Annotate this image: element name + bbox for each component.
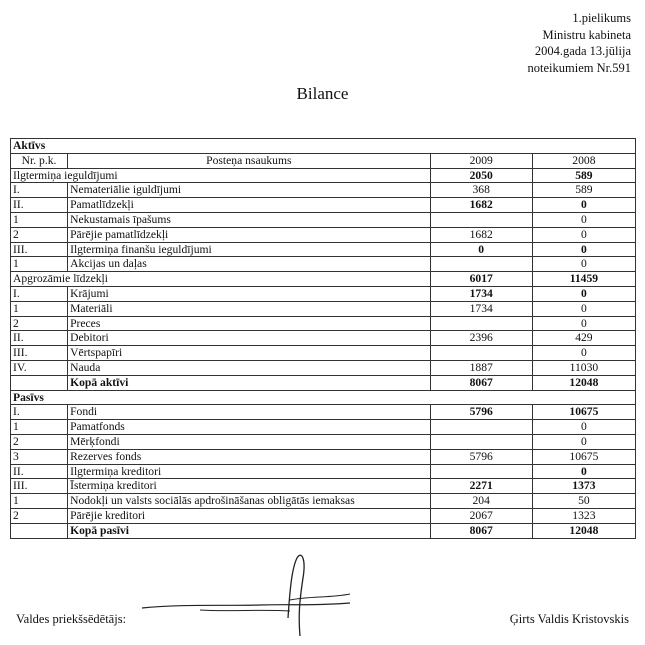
table-row (11, 227, 636, 242)
value-2009: 1734 (430, 286, 532, 301)
row-name: Krājumi (68, 286, 431, 301)
row-number: II. (11, 331, 68, 346)
table-row (11, 360, 636, 375)
value-2008: 0 (532, 286, 635, 301)
table-row (11, 479, 636, 494)
value-2008: 50 (532, 494, 635, 509)
table-row (11, 523, 636, 538)
value-2008: 0 (532, 301, 635, 316)
row-number: 1 (11, 420, 68, 435)
row-name: Akcijas un daļas (68, 257, 431, 272)
value-2008: 1323 (532, 508, 635, 523)
row-name: Ilgtermiņa kreditori (68, 464, 431, 479)
value-2009 (430, 464, 532, 479)
col-header-2009: 2009 (430, 153, 532, 168)
header-line: 2004.gada 13.jūlija (534, 44, 631, 59)
row-name: Pārējie pamatlīdzekļi (68, 227, 431, 242)
value-2009: 2067 (430, 508, 532, 523)
value-2009 (430, 316, 532, 331)
signatory-name: Ģirts Valdis Kristovskis (509, 612, 629, 626)
table-row (11, 242, 636, 257)
value-2009: 1682 (430, 227, 532, 242)
value-2009: 8067 (430, 523, 532, 538)
row-name: Pamatlīdzekļi (68, 198, 431, 213)
value-2009 (430, 434, 532, 449)
row-number: 3 (11, 449, 68, 464)
row-name: Rezerves fonds (68, 449, 431, 464)
signature-image (140, 548, 380, 638)
value-2008: 12048 (532, 375, 635, 390)
row-label: Apgrozāmie līdzekļi (11, 272, 431, 287)
value-2008: 0 (532, 316, 635, 331)
col-header-2008: 2008 (532, 153, 635, 168)
signatory-label: Valdes priekšsēdētājs: (16, 612, 127, 626)
value-2008: 0 (532, 434, 635, 449)
row-number: 1 (11, 257, 68, 272)
value-2008: 0 (532, 346, 635, 361)
column-header-row (11, 153, 636, 168)
table-row (11, 434, 636, 449)
row-number: II. (11, 198, 68, 213)
table-row (11, 405, 636, 420)
value-2008: 1373 (532, 479, 635, 494)
row-number: 1 (11, 212, 68, 227)
table-row (11, 331, 636, 346)
value-2008: 0 (532, 242, 635, 257)
table-row (11, 508, 636, 523)
value-2008: 0 (532, 464, 635, 479)
table-row (11, 375, 636, 390)
row-label: Ilgtermiņa ieguldījumi (11, 168, 431, 183)
row-number: IV. (11, 360, 68, 375)
row-number: 2 (11, 316, 68, 331)
table-row (11, 286, 636, 301)
row-name: Nodokļi un valsts sociālās apdrošināšanas obligātās iemaksas (68, 494, 431, 509)
row-name: Materiāli (68, 301, 431, 316)
table-row (11, 212, 636, 227)
balance-table (10, 138, 636, 539)
section-label: Aktīvs (11, 139, 636, 154)
row-number: 1 (11, 494, 68, 509)
table-row (11, 449, 636, 464)
value-2009: 1734 (430, 301, 532, 316)
page-title: Bilance (296, 84, 349, 103)
value-2009 (430, 257, 532, 272)
table-row (11, 494, 636, 509)
col-header-name: Posteņa nsaukums (68, 153, 431, 168)
table-row (11, 272, 636, 287)
section-row (11, 139, 636, 154)
value-2008: 11030 (532, 360, 635, 375)
row-number: I. (11, 286, 68, 301)
row-number: I. (11, 405, 68, 420)
row-name: Īstermiņa kreditori (68, 479, 431, 494)
value-2009: 5796 (430, 449, 532, 464)
value-2009 (430, 346, 532, 361)
row-name: Ilgtermiņa finanšu ieguldījumi (68, 242, 431, 257)
value-2009: 2050 (430, 168, 532, 183)
value-2008: 0 (532, 198, 635, 213)
row-name: Pārējie kreditori (68, 508, 431, 523)
value-2009: 2396 (430, 331, 532, 346)
row-name: Nekustamais īpašums (68, 212, 431, 227)
value-2008: 10675 (532, 405, 635, 420)
row-name: Vērtspapīri (68, 346, 431, 361)
value-2008: 0 (532, 212, 635, 227)
value-2009 (430, 420, 532, 435)
section-label: Pasīvs (11, 390, 636, 405)
value-2009: 2271 (430, 479, 532, 494)
col-header-nr: Nr. p.k. (11, 153, 68, 168)
table-row (11, 168, 636, 183)
row-name: Kopā pasīvi (68, 523, 431, 538)
table-row (11, 183, 636, 198)
value-2009: 368 (430, 183, 532, 198)
value-2008: 10675 (532, 449, 635, 464)
value-2009: 1682 (430, 198, 532, 213)
row-name: Pamatfonds (68, 420, 431, 435)
row-name: Mērķfondi (68, 434, 431, 449)
value-2008: 589 (532, 183, 635, 198)
row-name: Nemateriālie iguldījumi (68, 183, 431, 198)
value-2008: 12048 (532, 523, 635, 538)
row-name: Debitori (68, 331, 431, 346)
table-row (11, 316, 636, 331)
header-line: noteikumiem Nr.591 (527, 60, 631, 75)
row-name: Nauda (68, 360, 431, 375)
row-number: III. (11, 346, 68, 361)
value-2008: 429 (532, 331, 635, 346)
value-2009: 8067 (430, 375, 532, 390)
row-number: 2 (11, 227, 68, 242)
section-row (11, 390, 636, 405)
row-number (11, 375, 68, 390)
value-2008: 589 (532, 168, 635, 183)
row-number: 2 (11, 434, 68, 449)
row-number: II. (11, 464, 68, 479)
table-row (11, 346, 636, 361)
table-row (11, 420, 636, 435)
row-number (11, 523, 68, 538)
row-name: Kopā aktīvi (68, 375, 431, 390)
row-number: III. (11, 479, 68, 494)
value-2009: 5796 (430, 405, 532, 420)
value-2008: 0 (532, 257, 635, 272)
value-2009: 204 (430, 494, 532, 509)
table-row (11, 301, 636, 316)
header-block (528, 10, 631, 76)
value-2009 (430, 212, 532, 227)
row-number: I. (11, 183, 68, 198)
value-2008: 11459 (532, 272, 635, 287)
row-number: 1 (11, 301, 68, 316)
header-line: 1.pielikums (572, 11, 631, 25)
row-name: Fondi (68, 405, 431, 420)
value-2008: 0 (532, 420, 635, 435)
value-2009: 0 (430, 242, 532, 257)
row-number: III. (11, 242, 68, 257)
table-row (11, 257, 636, 272)
table-row (11, 198, 636, 213)
value-2008: 0 (532, 227, 635, 242)
row-name: Preces (68, 316, 431, 331)
value-2009: 1887 (430, 360, 532, 375)
row-number: 2 (11, 508, 68, 523)
header-line: Ministru kabineta (542, 27, 631, 42)
table-row (11, 464, 636, 479)
value-2009: 6017 (430, 272, 532, 287)
